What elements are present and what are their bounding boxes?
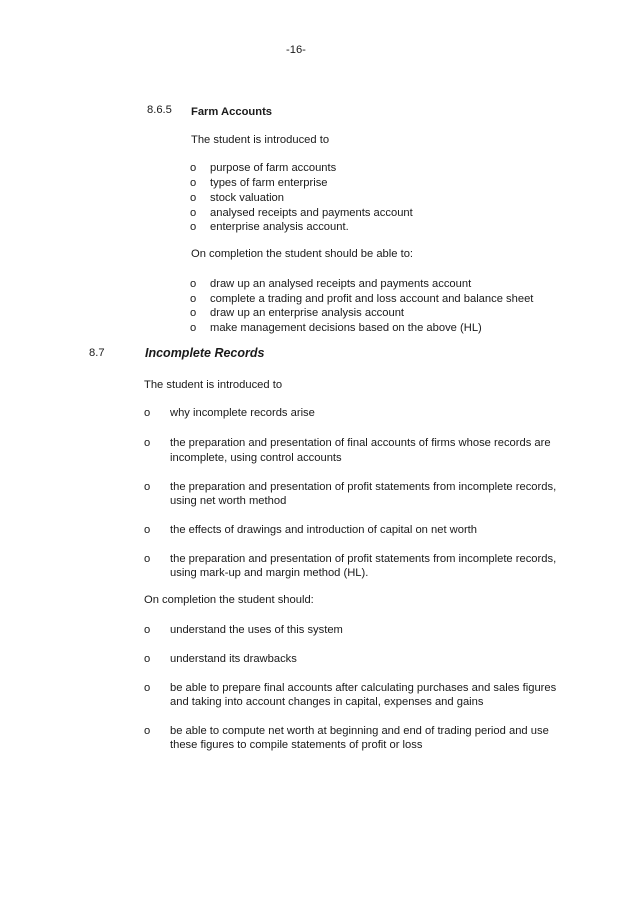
bullet-marker: o [144,407,151,419]
bullet-marker: o [144,524,151,536]
list-item-text: the preparation and presentation of profit statements from incomplete records, [170,481,557,493]
list-item-text: stock valuation [210,192,285,204]
list-item-text: the preparation and presentation of profit statements from incomplete records, [170,553,557,565]
list-item-text: purpose of farm accounts [210,162,337,174]
list-item-text: incomplete, using control accounts [170,452,342,464]
list-item-text: using net worth method [170,495,287,507]
list-item-text: these figures to compile statements of profit or loss [170,739,423,751]
bullet-marker: o [190,307,197,319]
farm-intro: The student is introduced to [191,134,330,146]
bullet-marker: o [190,322,197,334]
list-item-text: why incomplete records arise [170,407,315,419]
list-item-text: draw up an analysed receipts and payments account [210,278,472,290]
list-item-text: and taking into account changes in capital, expenses and gains [170,696,484,708]
list-item-text: analysed receipts and payments account [210,207,413,219]
bullet-marker: o [144,725,151,737]
bullet-marker: o [190,162,197,174]
bullet-marker: o [144,653,151,665]
list-item-text: understand the uses of this system [170,624,343,636]
list-item-text: using mark-up and margin method (HL). [170,567,369,579]
section-title-incomplete: Incomplete Records [145,346,265,360]
list-item-text: types of farm enterprise [210,177,328,189]
bullet-marker: o [144,481,151,493]
list-item-text: be able to prepare final accounts after calculating purchases and sales figures [170,682,557,694]
page-number: -16- [286,44,306,56]
bullet-marker: o [190,293,197,305]
bullet-marker: o [144,682,151,694]
section-title-farm: Farm Accounts [191,106,273,118]
list-item-text: the preparation and presentation of final accounts of firms whose records are [170,437,551,449]
bullet-marker: o [144,553,151,565]
bullet-marker: o [190,221,197,233]
section-number-incomplete: 8.7 [89,347,105,359]
bullet-marker: o [190,177,197,189]
list-item-text: complete a trading and profit and loss account and balance sheet [210,293,534,305]
list-item-text: enterprise analysis account. [210,221,349,233]
incomplete-intro: The student is introduced to [144,379,283,391]
farm-completion: On completion the student should be able to: [191,248,414,260]
list-item-text: make management decisions based on the above (HL) [210,322,482,334]
bullet-marker: o [190,192,197,204]
list-item-text: understand its drawbacks [170,653,297,665]
list-item-text: draw up an enterprise analysis account [210,307,405,319]
bullet-marker: o [144,624,151,636]
section-number-farm: 8.6.5 [147,104,172,116]
bullet-marker: o [190,278,197,290]
incomplete-completion: On completion the student should: [144,594,314,606]
list-item-text: the effects of drawings and introduction of capital on net worth [170,524,478,536]
list-item-text: be able to compute net worth at beginning and end of trading period and use [170,725,549,737]
bullet-marker: o [144,437,151,449]
bullet-marker: o [190,207,197,219]
